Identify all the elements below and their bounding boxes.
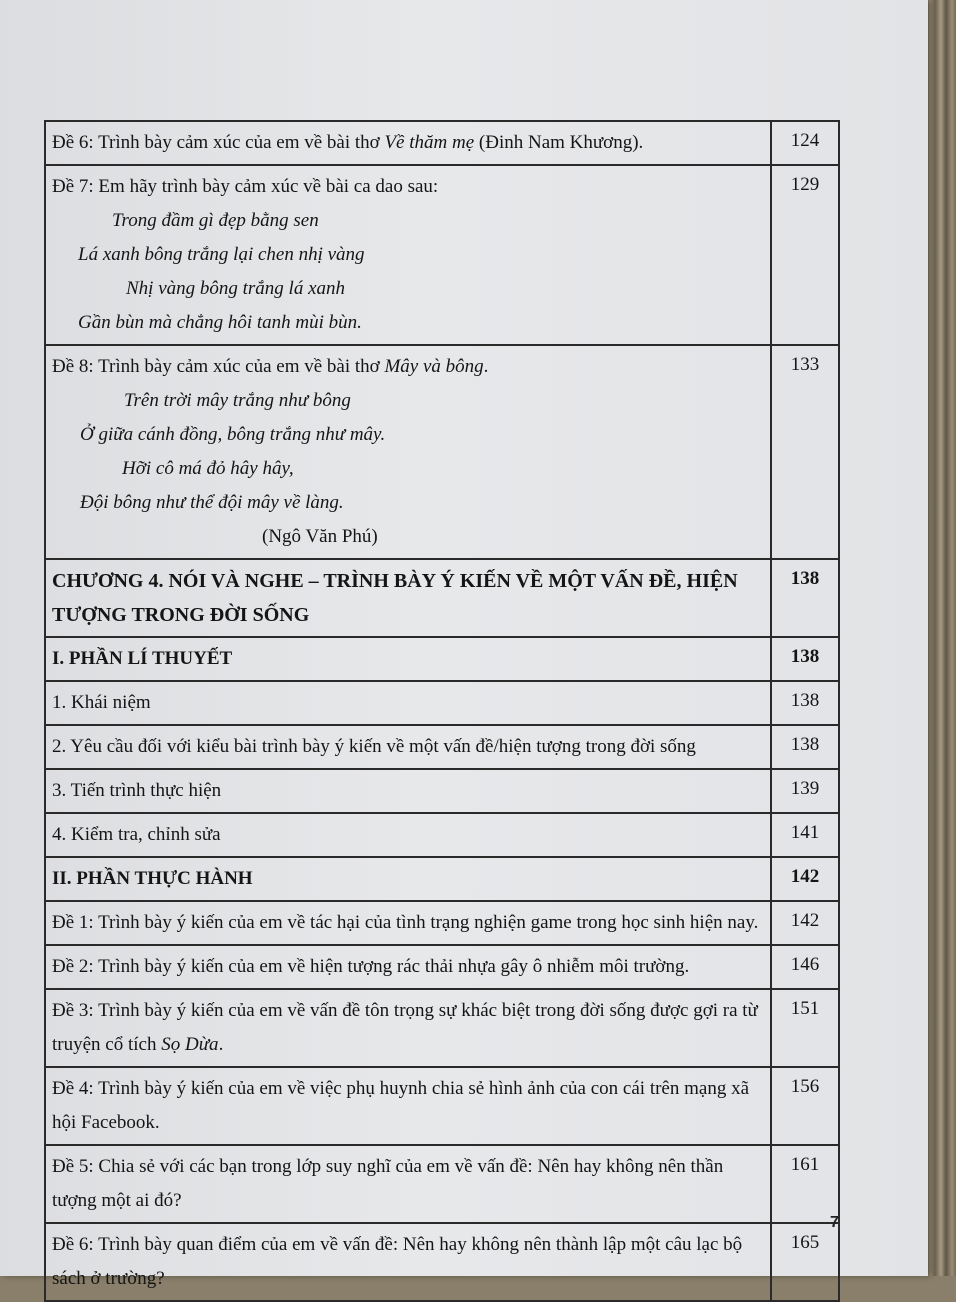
toc-page-number: 165 <box>771 1223 839 1301</box>
toc-entry-text: 1. Khái niệm <box>45 681 771 725</box>
poem-line: Trong đầm gì đẹp bằng sen <box>112 210 319 231</box>
toc-page-number: 146 <box>771 945 839 989</box>
toc-row <box>45 725 839 769</box>
toc-page-number: 139 <box>771 769 839 813</box>
toc-page-number: 138 <box>771 637 839 681</box>
toc-row <box>45 945 839 989</box>
toc-row-section-practice <box>45 857 839 901</box>
poem-title: Mây và bông <box>384 356 484 377</box>
poem-line: Trên trời mây trắng như bông <box>124 390 351 411</box>
poem-line: Nhị vàng bông trắng lá xanh <box>126 278 346 299</box>
table-of-contents <box>44 120 840 1302</box>
toc-page-number: 161 <box>771 1145 839 1223</box>
toc-page-number: 129 <box>771 165 839 345</box>
toc-row-de7 <box>45 165 839 345</box>
toc-page-number: 156 <box>771 1067 839 1145</box>
toc-entry-text: 2. Yêu cầu đối với kiểu bài trình bày ý kiến về một vấn đề/hiện tượng trong đời sống <box>45 725 771 769</box>
toc-page-number: 151 <box>771 989 839 1067</box>
poem-line: Hỡi cô má đỏ hây hây, <box>122 458 294 479</box>
section-heading: I. PHẦN LÍ THUYẾT <box>45 637 771 681</box>
toc-entry-text: Đề 8: Trình bày cảm xúc của em về bài thơ Mây và bông. Trên trời mây trắng như bông Ở giữa cánh đồng, bông trắng như mây. Hỡi cô má đỏ hây hây, Đội bông như thể đội mây về làng. (Ngô Văn Phú) <box>45 345 771 559</box>
poem-line: Lá xanh bông trắng lại chen nhị vàng <box>78 244 365 265</box>
toc-row <box>45 681 839 725</box>
toc-entry-text: Đề 5: Chia sẻ với các bạn trong lớp suy nghĩ của em về vấn đề: Nên hay không nên thần tượng một ai đó? <box>45 1145 771 1223</box>
toc-row-de6 <box>45 121 839 165</box>
toc-page-number: 142 <box>771 857 839 901</box>
toc-page-number: 141 <box>771 813 839 857</box>
toc-entry-text: Đề 1: Trình bày ý kiến của em về tác hại của tình trạng nghiện game trong học sinh hiện nay. <box>45 901 771 945</box>
poem-author: (Ngô Văn Phú) <box>262 526 378 547</box>
toc-entry-text: Đề 3: Trình bày ý kiến của em về vấn đề tôn trọng sự khác biệt trong đời sống được gợi ra từ truyện cổ tích Sọ Dừa. <box>45 989 771 1067</box>
toc-row <box>45 901 839 945</box>
toc-entry-text: 3. Tiến trình thực hiện <box>45 769 771 813</box>
section-heading: II. PHẦN THỰC HÀNH <box>45 857 771 901</box>
toc-page-number: 124 <box>771 121 839 165</box>
toc-page-number: 138 <box>771 725 839 769</box>
toc-row <box>45 989 839 1067</box>
toc-row-section-theory <box>45 637 839 681</box>
toc-page-number: 138 <box>771 681 839 725</box>
toc-row <box>45 1067 839 1145</box>
toc-row-chapter-4 <box>45 559 839 637</box>
toc-entry-text: 4. Kiểm tra, chỉnh sửa <box>45 813 771 857</box>
toc-entry-text: Đề 6: Trình bày quan điểm của em về vấn đề: Nên hay không nên thành lập một câu lạc bộ sách ở trường? <box>45 1223 771 1301</box>
toc-page-number: 142 <box>771 901 839 945</box>
toc-entry-text: Đề 7: Em hãy trình bày cảm xúc về bài ca dao sau: Trong đầm gì đẹp bằng sen Lá xanh bông trắng lại chen nhị vàng Nhị vàng bông trắng lá xanh Gần bùn mà chẳng hôi tanh mùi bùn. <box>45 165 771 345</box>
toc-page-number: 133 <box>771 345 839 559</box>
poem-line: Đội bông như thể đội mây về làng. <box>80 492 344 513</box>
toc-entry-text: Đề 4: Trình bày ý kiến của em về việc phụ huynh chia sẻ hình ảnh của con cái trên mạng xã hội Facebook. <box>45 1067 771 1145</box>
toc-row <box>45 769 839 813</box>
toc-entry-text: Đề 6: Trình bày cảm xúc của em về bài thơ Về thăm mẹ (Đinh Nam Khương). <box>45 121 771 165</box>
toc-row <box>45 1223 839 1301</box>
poem-line: Ở giữa cánh đồng, bông trắng như mây. <box>80 424 386 445</box>
poem-line: Gần bùn mà chẳng hôi tanh mùi bùn. <box>78 312 362 333</box>
poem-title: Về thăm mẹ <box>384 132 475 153</box>
toc-row-de8 <box>45 345 839 559</box>
story-title: Sọ Dừa <box>161 1034 219 1055</box>
toc-entry-text: Đề 2: Trình bày ý kiến của em về hiện tượng rác thải nhựa gây ô nhiễm môi trường. <box>45 945 771 989</box>
page-number: 7 <box>830 1214 839 1231</box>
chapter-heading: CHƯƠNG 4. NÓI VÀ NGHE – TRÌNH BÀY Ý KIẾN VỀ MỘT VẤN ĐỀ, HIỆN TƯỢNG TRONG ĐỜI SỐNG <box>45 559 771 637</box>
toc-row <box>45 813 839 857</box>
toc-row <box>45 1145 839 1223</box>
toc-page-number: 138 <box>771 559 839 637</box>
